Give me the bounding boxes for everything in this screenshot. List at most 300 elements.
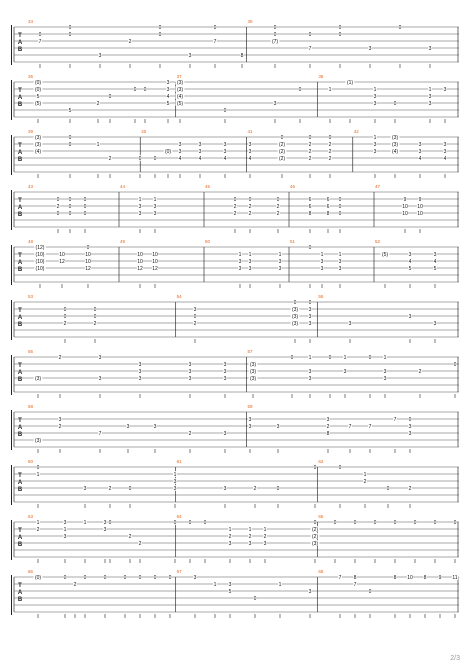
tab-clef xyxy=(10,574,22,616)
fret-number: 1 xyxy=(328,86,332,93)
tab-clef-letter: T xyxy=(18,88,22,94)
fret-number: 3 xyxy=(308,368,312,375)
tab-staff xyxy=(10,354,459,398)
measure-number: 65 xyxy=(318,514,324,519)
fret-number: 10 xyxy=(152,251,158,258)
fret-number: 0 xyxy=(373,519,377,526)
fret-number: 0 xyxy=(93,306,97,313)
fret-number: 2 xyxy=(108,155,112,162)
fret-number: 1 xyxy=(428,86,432,93)
fret-number: 1 xyxy=(213,581,217,588)
fret-number: 0 xyxy=(193,313,197,320)
fret-number: 3 xyxy=(98,52,102,59)
fret-number: 2 xyxy=(363,478,367,485)
fret-number: 2 xyxy=(328,155,332,162)
fret-number: 7 xyxy=(308,45,312,52)
fret-number: 0 xyxy=(56,196,60,203)
fret-number: 3 xyxy=(138,203,142,210)
fret-number: 10 xyxy=(417,210,423,217)
fret-number: 0 xyxy=(248,196,252,203)
fret-number: 3 xyxy=(153,210,157,217)
tab-clef-letter: A xyxy=(17,370,23,376)
fret-number: (5) xyxy=(34,100,42,107)
fret-number: 3 xyxy=(153,423,157,430)
tab-clef xyxy=(10,519,22,561)
fret-number: 1 xyxy=(248,251,252,258)
fret-number: 3 xyxy=(348,320,352,327)
fret-number: 3 xyxy=(178,148,182,155)
tab-bracket xyxy=(11,465,14,505)
fret-number: 0 xyxy=(338,210,342,217)
fret-number: 10 xyxy=(137,258,143,265)
fret-number: (3) xyxy=(291,313,299,320)
tab-staff xyxy=(10,519,459,563)
tab-system xyxy=(10,19,459,66)
tab-clef-letter: T xyxy=(18,253,22,259)
fret-number: 3 xyxy=(248,540,252,547)
fret-number: 10 xyxy=(417,203,423,210)
fret-number: 1 xyxy=(248,526,252,533)
measure-number: 41 xyxy=(247,129,253,134)
fret-number: 6 xyxy=(308,203,312,210)
fret-number: 0 xyxy=(138,574,142,581)
tab-clef-letter: B xyxy=(17,267,23,273)
fret-number: 1 xyxy=(338,251,342,258)
fret-number: 0 xyxy=(308,31,312,38)
tab-bracket xyxy=(11,520,14,560)
fret-number: (10) xyxy=(35,258,45,265)
fret-number: 0 xyxy=(313,464,317,471)
fret-number: 3 xyxy=(178,141,182,148)
fret-number: 0 xyxy=(223,107,227,114)
fret-number: (12) xyxy=(35,244,45,251)
fret-number: 0 xyxy=(63,306,67,313)
fret-number: 3 xyxy=(373,141,377,148)
fret-number: 3 xyxy=(248,423,252,430)
measure-number: 38 xyxy=(318,74,324,79)
tab-clef-letter: T xyxy=(18,528,22,534)
fret-number: 3 xyxy=(308,588,312,595)
tab-clef xyxy=(10,189,22,231)
tab-clef-letter: A xyxy=(17,315,23,321)
fret-number: 1 xyxy=(373,86,377,93)
measure-number: 42 xyxy=(353,129,359,134)
fret-number: 1 xyxy=(63,526,67,533)
fret-number: 0 xyxy=(338,196,342,203)
fret-number: 1 xyxy=(36,471,40,478)
fret-number: (3) xyxy=(391,141,399,148)
fret-number: 0 xyxy=(83,203,87,210)
fret-number: 10 xyxy=(407,574,413,581)
fret-number: (2) xyxy=(278,155,286,162)
fret-number: 3 xyxy=(338,265,342,272)
fret-number: 0 xyxy=(393,100,397,107)
tab-clef-letter: A xyxy=(17,590,23,596)
tab-clef-letter: B xyxy=(17,47,23,53)
fret-number: 0 xyxy=(308,134,312,141)
tab-staff xyxy=(10,409,459,453)
fret-number: 0 xyxy=(158,24,162,31)
fret-number: 3 xyxy=(308,313,312,320)
fret-number: 5 xyxy=(36,93,40,100)
measure-number: 63 xyxy=(28,514,34,519)
tab-staff xyxy=(10,299,459,343)
fret-number: 3 xyxy=(326,416,330,423)
fret-number: 3 xyxy=(198,141,202,148)
fret-number: 8 xyxy=(353,574,357,581)
fret-number: 1 xyxy=(173,471,177,478)
measure-number: 67 xyxy=(176,569,182,574)
fret-number: 3 xyxy=(138,368,142,375)
fret-number: 2 xyxy=(308,141,312,148)
tab-clef-letter: T xyxy=(18,418,22,424)
measure-number: 55 xyxy=(318,294,324,299)
fret-number: (3) xyxy=(34,375,42,382)
measure-number: 58 xyxy=(28,404,34,409)
fret-number: 3 xyxy=(188,52,192,59)
fret-number: 3 xyxy=(58,416,62,423)
fret-number: 1 xyxy=(278,581,282,588)
fret-number: 1 xyxy=(96,141,100,148)
measure-number: 37 xyxy=(176,74,182,79)
fret-number: 3 xyxy=(166,86,170,93)
fret-number: 3 xyxy=(320,258,324,265)
fret-number: 0 xyxy=(56,210,60,217)
tab-bracket xyxy=(11,245,14,285)
fret-number: 10 xyxy=(59,251,65,258)
measure-number: 43 xyxy=(28,184,34,189)
fret-number: (3) xyxy=(34,437,42,444)
fret-number: 0 xyxy=(68,210,72,217)
fret-number: 2 xyxy=(408,485,412,492)
tab-bracket xyxy=(11,80,14,120)
tab-clef xyxy=(10,244,22,286)
measure-number: 56 xyxy=(28,349,34,354)
tab-clef-letter: T xyxy=(18,583,22,589)
fret-number: (10) xyxy=(35,265,45,272)
fret-number: 0 xyxy=(36,464,40,471)
fret-number: 3 xyxy=(138,210,142,217)
tab-staff xyxy=(10,79,459,123)
measure-number: 49 xyxy=(120,239,126,244)
fret-number: 2 xyxy=(276,203,280,210)
tab-system xyxy=(10,404,459,451)
fret-number: 0 xyxy=(308,299,312,306)
fret-number: 9 xyxy=(438,574,442,581)
fret-number: (0) xyxy=(34,86,42,93)
fret-number: 0 xyxy=(280,134,284,141)
measure-number: 34 xyxy=(28,19,34,24)
fret-number: 7 xyxy=(348,423,352,430)
fret-number: 11 xyxy=(452,574,458,581)
fret-number: 1 xyxy=(238,251,242,258)
tab-clef-letter: B xyxy=(17,432,23,438)
fret-number: 2 xyxy=(128,533,132,540)
fret-number: 7 xyxy=(353,581,357,588)
tab-clef-letter: B xyxy=(17,102,23,108)
tab-system xyxy=(10,459,459,506)
fret-number: 3 xyxy=(228,581,232,588)
fret-number: (3) xyxy=(176,86,184,93)
fret-number: 8 xyxy=(326,210,330,217)
measure-number: 51 xyxy=(290,239,296,244)
fret-number: 1 xyxy=(263,526,267,533)
fret-number: (3) xyxy=(249,361,257,368)
fret-number: 3 xyxy=(308,306,312,313)
fret-number: 0 xyxy=(253,595,257,602)
fret-number: 0 xyxy=(68,141,72,148)
fret-number: 0 xyxy=(273,31,277,38)
tab-staff xyxy=(10,244,459,288)
fret-number: (3) xyxy=(291,320,299,327)
measure-number: 62 xyxy=(318,459,324,464)
fret-number: 0 xyxy=(290,354,294,361)
fret-number: 0 xyxy=(38,31,42,38)
tab-system xyxy=(10,514,459,561)
fret-number: (1) xyxy=(346,79,354,86)
fret-number: 3 xyxy=(223,148,227,155)
fret-number: 4 xyxy=(408,258,412,265)
fret-number: 3 xyxy=(263,540,267,547)
fret-number: 3 xyxy=(248,416,252,423)
fret-number: 3 xyxy=(238,258,242,265)
fret-number: (4) xyxy=(176,93,184,100)
fret-number: (10) xyxy=(35,251,45,258)
fret-number: 3 xyxy=(188,361,192,368)
fret-number: 12 xyxy=(85,265,91,272)
fret-number: 10 xyxy=(137,251,143,258)
fret-number: 3 xyxy=(418,148,422,155)
tab-system xyxy=(10,294,459,341)
tab-clef-letter: B xyxy=(17,157,23,163)
fret-number: 3 xyxy=(228,540,232,547)
fret-number: (3) xyxy=(249,368,257,375)
fret-number: 12 xyxy=(152,265,158,272)
fret-number: 3 xyxy=(223,368,227,375)
fret-number: 2 xyxy=(58,354,62,361)
tab-clef-letter: A xyxy=(17,425,23,431)
measure-number: 53 xyxy=(28,294,34,299)
fret-number: 0 xyxy=(408,416,412,423)
tab-clef-letter: B xyxy=(17,542,23,548)
tab-clef-letter: T xyxy=(18,143,22,149)
fret-number: 1 xyxy=(343,354,347,361)
fret-number: 0 xyxy=(338,464,342,471)
fret-number: 0 xyxy=(298,86,302,93)
fret-number: 0 xyxy=(308,244,312,251)
tab-system xyxy=(10,239,459,286)
tab-system xyxy=(10,184,459,231)
tab-clef-letter: B xyxy=(17,487,23,493)
fret-number: 2 xyxy=(418,368,422,375)
tab-bracket xyxy=(11,300,14,340)
fret-number: 0 xyxy=(153,574,157,581)
fret-number: 2 xyxy=(253,485,257,492)
fret-number: 0 xyxy=(108,519,112,526)
tab-clef-letter: T xyxy=(18,198,22,204)
tab-bracket xyxy=(11,410,14,450)
fret-number: 2 xyxy=(308,155,312,162)
fret-number: 0 xyxy=(368,588,372,595)
fret-number: 1 xyxy=(383,354,387,361)
fret-number: 10 xyxy=(85,258,91,265)
fret-number: 7 xyxy=(98,430,102,437)
fret-number: 1 xyxy=(153,196,157,203)
measure-number: 59 xyxy=(247,404,253,409)
fret-number: 0 xyxy=(133,86,137,93)
fret-number: 0 xyxy=(333,519,337,526)
fret-number: 3 xyxy=(408,313,412,320)
fret-number: 5 xyxy=(228,588,232,595)
fret-number: 4 xyxy=(433,258,437,265)
fret-number: 10 xyxy=(402,203,408,210)
fret-number: (5) xyxy=(176,100,184,107)
fret-number: 0 xyxy=(103,574,107,581)
fret-number: 7 xyxy=(213,38,217,45)
fret-number: 3 xyxy=(103,519,107,526)
tab-clef-letter: T xyxy=(18,308,22,314)
tab-staff xyxy=(10,574,459,618)
fret-number: 3 xyxy=(248,258,252,265)
fret-number: 2 xyxy=(233,210,237,217)
fret-number: 3 xyxy=(278,258,282,265)
fret-number: 8 xyxy=(326,430,330,437)
fret-number: 1 xyxy=(36,519,40,526)
fret-number: 0 xyxy=(338,24,342,31)
measure-number: 36 xyxy=(28,74,34,79)
fret-number: (0) xyxy=(34,574,42,581)
fret-number: 0 xyxy=(293,299,297,306)
fret-number: 0 xyxy=(68,24,72,31)
tab-clef xyxy=(10,79,22,121)
fret-number: 3 xyxy=(223,375,227,382)
fret-number: 2 xyxy=(308,148,312,155)
fret-number: 8 xyxy=(240,52,244,59)
tab-clef xyxy=(10,134,22,176)
fret-number: 2 xyxy=(108,485,112,492)
tab-clef-letter: A xyxy=(17,150,23,156)
fret-number: 0 xyxy=(453,361,457,368)
fret-number: 8 xyxy=(308,210,312,217)
fret-number: 0 xyxy=(386,485,390,492)
fret-number: 9 xyxy=(418,196,422,203)
tab-clef-letter: A xyxy=(17,260,23,266)
fret-number: (3) xyxy=(311,540,319,547)
tab-clef-letter: B xyxy=(17,212,23,218)
fret-number: 12 xyxy=(59,258,65,265)
fret-number: 3 xyxy=(166,79,170,86)
fret-number: 0 xyxy=(353,519,357,526)
fret-number: 3 xyxy=(278,265,282,272)
fret-number: 3 xyxy=(188,368,192,375)
fret-number: 0 xyxy=(143,86,147,93)
fret-number: 8 xyxy=(393,574,397,581)
fret-number: 3 xyxy=(248,148,252,155)
fret-number: 4 xyxy=(166,93,170,100)
tab-system xyxy=(10,74,459,121)
fret-number: 12 xyxy=(137,265,143,272)
fret-number: 0 xyxy=(338,31,342,38)
tab-bracket xyxy=(11,190,14,230)
tab-clef-letter: A xyxy=(17,40,23,46)
fret-number: 0 xyxy=(168,574,172,581)
fret-number: 0 xyxy=(108,93,112,100)
fret-number: 2 xyxy=(248,533,252,540)
fret-number: 10 xyxy=(85,251,91,258)
fret-number: 3 xyxy=(98,354,102,361)
tab-clef-letter: A xyxy=(17,95,23,101)
fret-number: 1 xyxy=(373,134,377,141)
fret-number: 2 xyxy=(276,210,280,217)
fret-number: (3) xyxy=(291,306,299,313)
fret-number: 3 xyxy=(408,423,412,430)
fret-number: (0) xyxy=(34,79,42,86)
fret-number: 3 xyxy=(383,375,387,382)
fret-number: 3 xyxy=(428,100,432,107)
fret-number: 7 xyxy=(38,38,42,45)
tab-bracket xyxy=(11,25,14,65)
fret-number: 0 xyxy=(68,31,72,38)
tab-clef xyxy=(10,299,22,341)
measure-number: 44 xyxy=(120,184,126,189)
fret-number: 3 xyxy=(63,519,67,526)
measure-number: 64 xyxy=(176,514,182,519)
fret-number: 0 xyxy=(213,24,217,31)
fret-number: 1 xyxy=(228,526,232,533)
fret-number: 0 xyxy=(83,196,87,203)
fret-number: 0 xyxy=(158,31,162,38)
fret-number: 2 xyxy=(326,423,330,430)
tab-clef-letter: T xyxy=(18,33,22,39)
fret-number: 2 xyxy=(263,533,267,540)
tab-bracket xyxy=(11,135,14,175)
fret-number: 6 xyxy=(326,196,330,203)
tab-clef-letter: B xyxy=(17,597,23,603)
fret-number: 0 xyxy=(313,519,317,526)
fret-number: (2) xyxy=(278,141,286,148)
fret-number: 1 xyxy=(308,354,312,361)
fret-number: 10 xyxy=(152,258,158,265)
fret-number: 3 xyxy=(223,141,227,148)
fret-number: 3 xyxy=(103,526,107,533)
fret-number: (5) xyxy=(381,251,389,258)
tab-staff xyxy=(10,24,459,68)
tab-clef-letter: T xyxy=(18,473,22,479)
fret-number: 6 xyxy=(326,203,330,210)
fret-number: 2 xyxy=(56,203,60,210)
tab-clef xyxy=(10,354,22,396)
tab-system xyxy=(10,569,459,616)
tab-clef-letter: B xyxy=(17,322,23,328)
fret-number: 5 xyxy=(408,265,412,272)
tab-clef-letter: A xyxy=(17,205,23,211)
fret-number: 3 xyxy=(373,148,377,155)
fret-number: 3 xyxy=(373,93,377,100)
fret-number: 0 xyxy=(123,574,127,581)
fret-number: 0 xyxy=(393,519,397,526)
fret-number: 7 xyxy=(393,416,397,423)
fret-number: 4 xyxy=(178,155,182,162)
fret-number: 0 xyxy=(153,155,157,162)
fret-number: 5 xyxy=(166,100,170,107)
tab-clef-letter: T xyxy=(18,363,22,369)
fret-number: 2 xyxy=(36,526,40,533)
fret-number: 2 xyxy=(248,210,252,217)
fret-number: 0 xyxy=(453,519,457,526)
tab-system xyxy=(10,349,459,396)
fret-number: 4 xyxy=(223,155,227,162)
fret-number: 3 xyxy=(138,361,142,368)
